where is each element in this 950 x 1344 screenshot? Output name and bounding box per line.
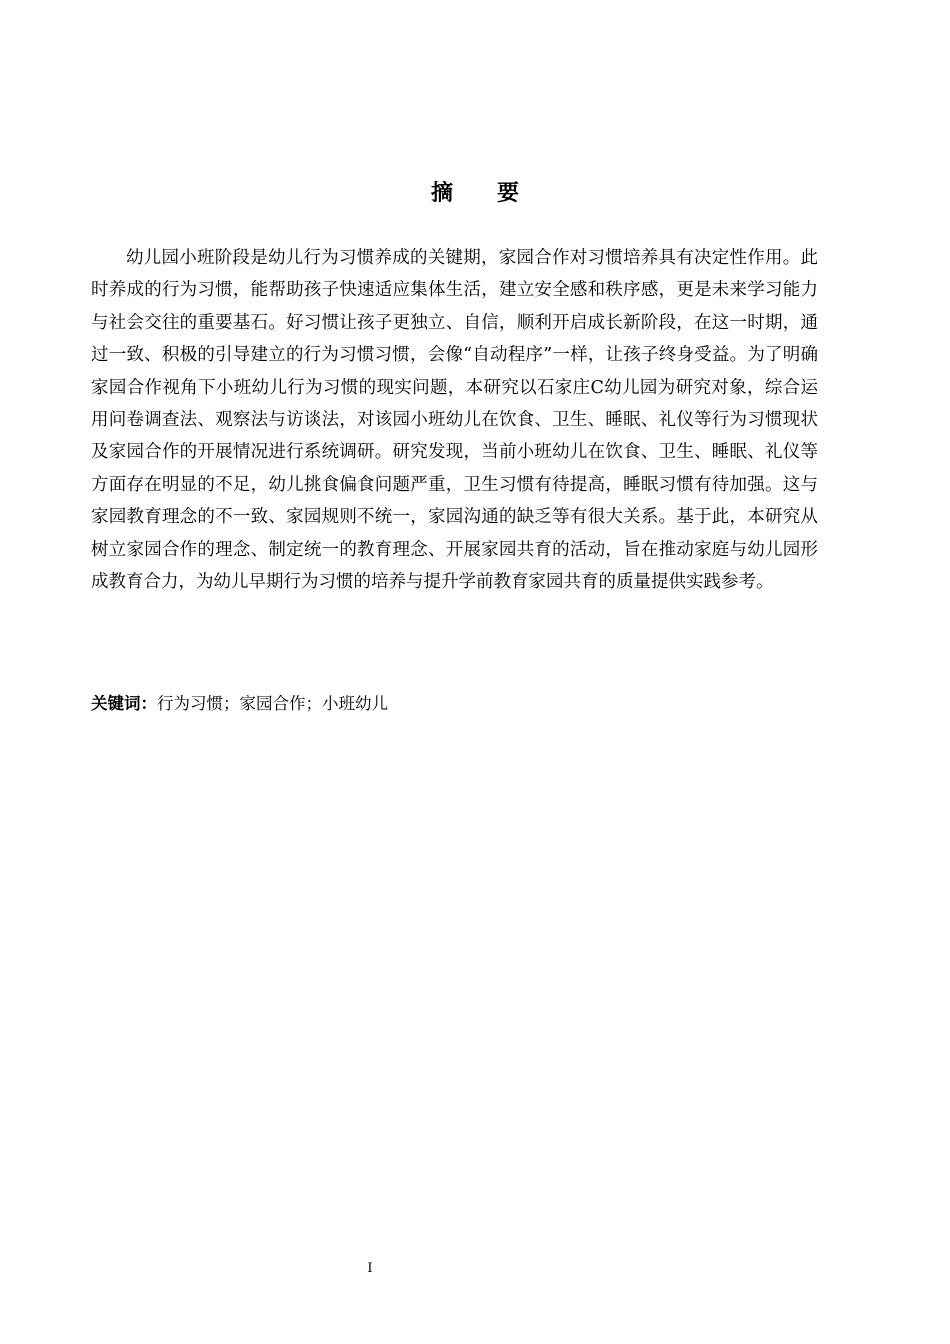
page-number: I: [367, 1261, 373, 1276]
abstract-title-char-1: 摘: [430, 181, 453, 206]
keywords-line: [91, 690, 818, 718]
abstract-title-char-2: 要: [497, 181, 520, 206]
abstract-body: 幼儿园小班阶段是幼儿行为习惯养成的关键期，家园合作对习惯培养具有决定性作用。此时养成的行为习惯，能帮助孩子快速适应集体生活，建立安全感和秩序感，更是未来学习能力与社会交往的重要基石。好习惯让孩子更独立、自信，顺利开启成长新阶段，在这一时期，通过一致、积极的引导建立的行为习惯习惯，会像“自动程序”一样，让孩子终身受益。为了明确家园合作视角下小班幼儿行为习惯的现实问题，本研究以石家庄C幼儿园为研究对象，综合运用问卷调查法、观察法与访谈法，对该园小班幼儿在饮食、卫生、睡眠、礼仪等行为习惯现状及家园合作的开展情况进行系统调研。研究发现，当前小班幼儿在饮食、卫生、睡眠、礼仪等方面存在明显的不足，幼儿挑食偏食问题严重，卫生习惯有待提高，睡眠习惯有待加强。这与家园教育理念的不一致、家园规则不统一，家园沟通的缺乏等有很大关系。基于此，本研究从树立家园合作的理念、制定统一的教育理念、开展家园共育的活动，旨在推动家庭与幼儿园形成教育合力，为幼儿早期行为习惯的培养与提升学前教育家园共育的质量提供实践参考。: [91, 248, 818, 593]
abstract-title: [0, 178, 950, 210]
keywords-values: 行为习惯；家园合作；小班幼儿: [157, 694, 388, 713]
keywords-label: 关键词：: [91, 694, 157, 713]
